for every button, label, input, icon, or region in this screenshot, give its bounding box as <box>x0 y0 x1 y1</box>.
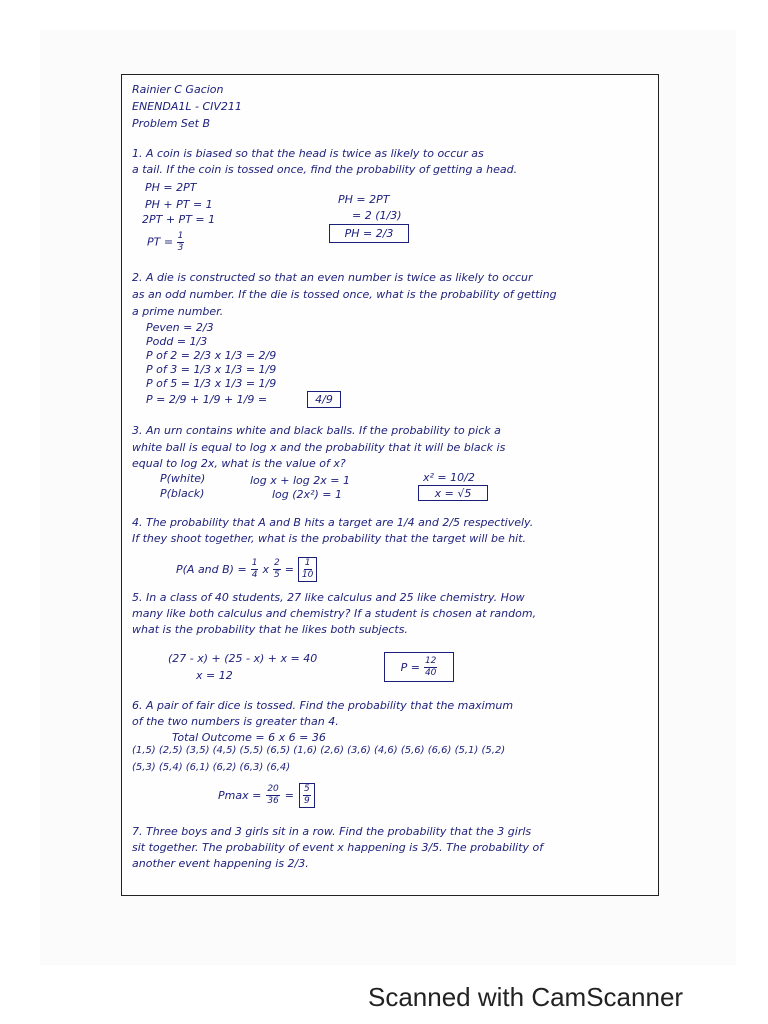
problem-6-step-1: Total Outcome = 6 x 6 = 36 <box>172 731 326 744</box>
problem-2-step-1: Peven = 2/3 <box>146 321 214 334</box>
problem-7-question-line-1: 7. Three boys and 3 girls sit in a row. Find the probability that the 3 girls <box>132 825 532 838</box>
problem-2-question-line-3: a prime number. <box>132 305 224 318</box>
problem-4-solution: P(A and B) = $\frac{1}{4}$ x $\frac{2}{5}$ = $\frac{1}{10}$ <box>176 557 317 582</box>
problem-3-question-line-3: equal to log 2x, what is the value of x? <box>132 457 346 470</box>
problem-2-step-2: Podd = 1/3 <box>146 335 208 348</box>
problem-5-question-line-1: 5. In a class of 40 students, 27 like calculus and 25 like chemistry. How <box>132 591 525 604</box>
problem-2-question-line-2: as an odd number. If the die is tossed once, what is the probability of getting <box>132 288 557 301</box>
problem-5-question-line-3: what is the probability that he likes both subjects. <box>132 623 408 636</box>
problem-5-step-2: x = 12 <box>196 669 233 682</box>
problem-4-question-line-2: If they shoot together, what is the probability that the target will be hit. <box>132 532 527 545</box>
problem-3-question-line-2: white ball is equal to log x and the probability that it will be black is <box>132 441 506 454</box>
problem-3-answer-box: x = √5 <box>418 485 488 501</box>
problem-6-outcomes-line-1: (1,5) (2,5) (3,5) (4,5) (5,5) (6,5) (1,6) (2,6) (3,6) (4,6) (5,6) (6,6) (5,1) (5,2) <box>132 745 506 756</box>
problem-set-title: Problem Set B <box>132 117 211 130</box>
problem-2-answer-box: 4/9 <box>307 391 341 408</box>
problem-1-result-step-2: = 2 (1/3) <box>352 209 402 222</box>
problem-3-result-step: x² = 10/2 <box>423 471 475 484</box>
problem-6-solution: Pmax = $\frac{20}{36}$ = $\frac{5}{9}$ <box>218 783 315 808</box>
problem-1-answer-box: PH = 2/3 <box>329 224 409 243</box>
problem-1-step-2: PH + PT = 1 <box>145 198 213 211</box>
course-code: ENENDA1L - CIV211 <box>132 100 242 113</box>
problem-1-step-4: PT = $\frac{1}{3}$ <box>147 231 184 253</box>
problem-1-result-step-1: PH = 2PT <box>338 193 390 206</box>
problem-4-question-line-1: 4. The probability that A and B hits a target are 1/4 and 2/5 respectively. <box>132 516 534 529</box>
problem-6-answer-box: $\frac{5}{9}$ <box>299 783 315 808</box>
problem-3-question-line-1: 3. An urn contains white and black balls. If the probability to pick a <box>132 424 501 437</box>
problem-3-label-white: P(white) <box>160 472 206 485</box>
problem-5-question-line-2: many like both calculus and chemistry? If a student is chosen at random, <box>132 607 537 620</box>
problem-2-step-3: P of 2 = 2/3 x 1/3 = 2/9 <box>146 349 277 362</box>
problem-6-outcomes-line-2: (5,3) (5,4) (6,1) (6,2) (6,3) (6,4) <box>132 762 291 773</box>
student-name: Rainier C Gacion <box>132 83 224 96</box>
problem-1-question-line-2: a tail. If the coin is tossed once, find the probability of getting a head. <box>132 163 518 176</box>
problem-1-question-line-1: 1. A coin is biased so that the head is twice as likely to occur as <box>132 147 484 160</box>
problem-3-step-1: log x + log 2x = 1 <box>250 474 350 487</box>
problem-1-step-1: PH = 2PT <box>145 181 197 194</box>
problem-4-answer-box: $\frac{1}{10}$ <box>298 557 317 582</box>
problem-2-step-4: P of 3 = 1/3 x 1/3 = 1/9 <box>146 363 277 376</box>
problem-6-question-line-1: 6. A pair of fair dice is tossed. Find the probability that the maximum <box>132 699 514 712</box>
problem-7-question-line-2: sit together. The probability of event x happening is 3/5. The probability of <box>132 841 544 854</box>
camscanner-watermark: Scanned with CamScanner <box>368 982 684 1012</box>
problem-2-question-line-1: 2. A die is constructed so that an even number is twice as likely to occur <box>132 271 533 284</box>
problem-5-step-1: (27 - x) + (25 - x) + x = 40 <box>168 652 318 665</box>
problem-1-step-3: 2PT + PT = 1 <box>142 213 216 226</box>
problem-2-step-6: P = 2/9 + 1/9 + 1/9 = <box>146 393 268 406</box>
problem-3-step-2: log (2x²) = 1 <box>272 488 342 501</box>
problem-2-step-5: P of 5 = 1/3 x 1/3 = 1/9 <box>146 377 277 390</box>
problem-5-answer-box: P = $\frac{12}{40}$ <box>384 652 454 682</box>
problem-6-question-line-2: of the two numbers is greater than 4. <box>132 715 339 728</box>
problem-3-label-black: P(black) <box>160 487 205 500</box>
problem-7-question-line-3: another event happening is 2/3. <box>132 857 309 870</box>
